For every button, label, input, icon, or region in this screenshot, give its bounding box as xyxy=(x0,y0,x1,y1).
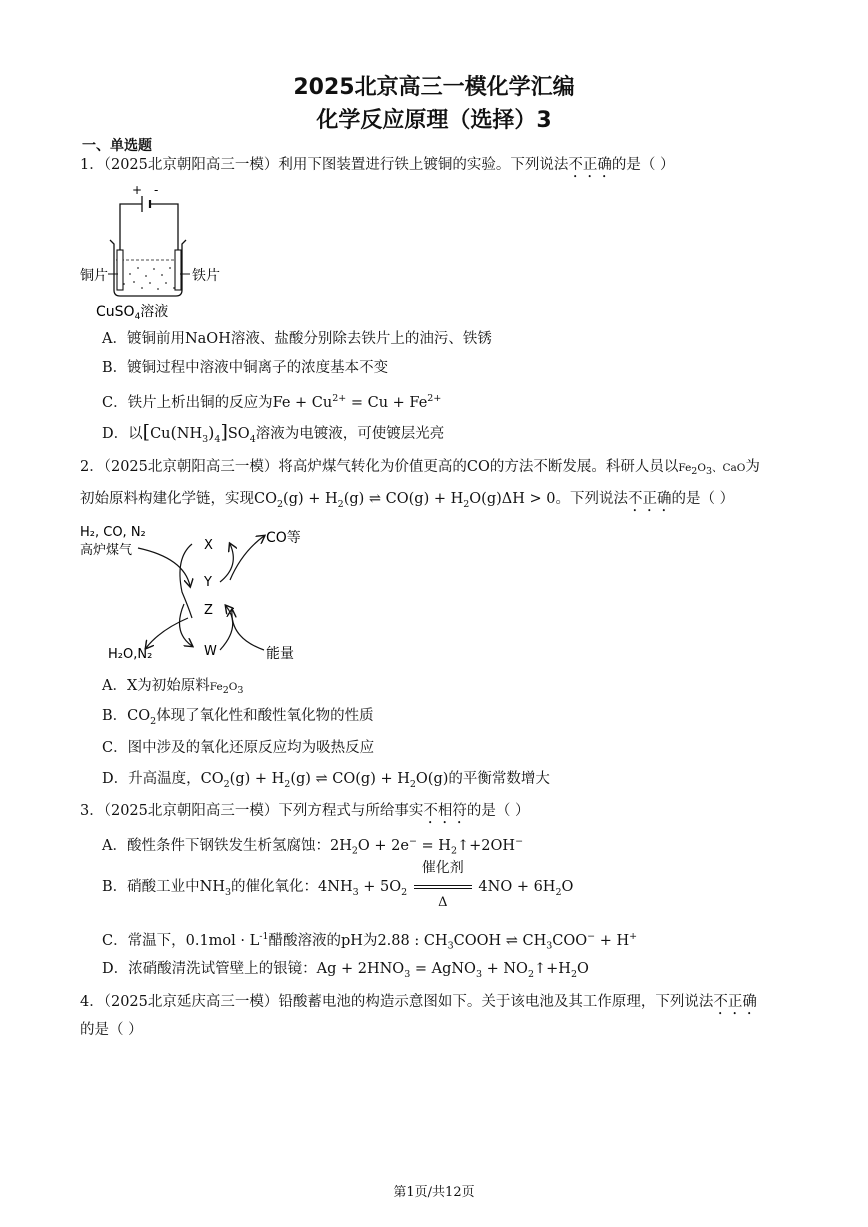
species-y: Y xyxy=(204,575,212,590)
q3-option-a: A．酸性条件下钢铁发生析氢腐蚀：$2H_2O + 2e^-$ = $H_2↑+2OH^-$ xyxy=(102,836,524,857)
heating-condition: Δ xyxy=(438,895,448,910)
question-2-line-2: 初始原料构建化学链，实现$CO_2(g) + H_2(g)$ ⇌ $CO(g) + H_2O(g)\Delta H > 0$。下列说法不正确的是（ ） xyxy=(80,491,735,510)
outlet-gas-label: H₂O,N₂ xyxy=(108,647,153,662)
feed-gas-formula: H₂, CO, N₂ xyxy=(80,525,146,540)
question-3-stem: 3．（2025北京朝阳高三一模）下列方程式与所给事实不相符的是（ ） xyxy=(80,803,530,819)
negative-terminal: - xyxy=(154,183,159,197)
product-label: CO等 xyxy=(266,530,301,546)
electroplating-apparatus-figure xyxy=(78,182,228,322)
q3-option-d: D．浓硝酸清洗试管壁上的银镜：$Ag + 2HNO_3$ = AgNO$_3$ + $NO_2↑+H_2O$ xyxy=(102,961,589,980)
species-x: X xyxy=(204,538,213,553)
page-title: 2025北京高三一模化学汇编 xyxy=(293,75,575,100)
species-w: W xyxy=(204,644,217,659)
catalyst-condition: 催化剂 xyxy=(421,860,464,876)
q2-option-a: A．X为初始原料$Fe_2O_3$ xyxy=(102,678,244,697)
solution-label: CuSO$_4$溶液 xyxy=(96,304,169,322)
q2-option-b: B．$CO_2$体现了氧化性和酸性氧化物的性质 xyxy=(102,708,374,727)
q1-option-b: B．镀铜过程中溶液中铜离子的浓度基本不变 xyxy=(102,360,389,376)
energy-label: 能量 xyxy=(266,646,294,662)
chemical-looping-diagram xyxy=(80,522,320,668)
iron-electrode-label: 铁片 xyxy=(192,268,220,284)
question-4-line-1: 4．（2025北京延庆高三一模）铅酸蓄电池的构造示意图如下。关于该电池及其工作原理，下列说法不正确 xyxy=(80,994,757,1010)
q3-option-c: C．常温下，$0.1mol \cdot L^{-1}$醋酸溶液的pH为2.88 : $CH_3COOH$ ⇌ $CH_3COO^- + H^+$ xyxy=(102,931,638,952)
section-heading: 一、单选题 xyxy=(82,138,152,154)
q1-option-c: C．铁片上析出铜的反应为$Fe + Cu^{2+} = Cu + Fe^{2+}$ xyxy=(102,393,442,411)
question-2-line-1: 2．（2025北京朝阳高三一模）将高炉煤气转化为价值更高的CO的方法不断发展。科研人员以$Fe_2O_3$、CaO为 xyxy=(80,459,760,478)
question-1-stem: 1．（2025北京朝阳高三一模）利用下图装置进行铁上镀铜的实验。下列说法不正确的是（ ） xyxy=(80,157,675,173)
q2-option-c: C．图中涉及的氧化还原反应均为吸热反应 xyxy=(102,740,375,756)
page-subtitle: 化学反应原理（选择）3 xyxy=(316,108,552,133)
species-z: Z xyxy=(204,603,213,618)
q1-option-d: D．以$[Cu(NH_3)_4]SO_4$溶液为电镀液，可使镀层光亮 xyxy=(102,421,445,445)
q1-option-a: A．镀铜前用NaOH溶液、盐酸分别除去铁片上的油污、铁锈 xyxy=(102,331,492,347)
question-4-line-2: 的是（ ） xyxy=(80,1022,143,1038)
page-number: 第1页/共12页 xyxy=(393,1185,475,1200)
feed-gas-label: 高炉煤气 xyxy=(80,543,133,558)
q2-option-d: D．升高温度，$CO_2(g) + H_2(g)$ ⇌ $CO(g) + H_2O(g)$的平衡常数增大 xyxy=(102,771,550,790)
copper-electrode-label: 铜片 xyxy=(80,268,108,284)
positive-terminal: + xyxy=(132,183,143,197)
q3-option-b: B．硝酸工业中$NH_3$的催化氧化：$4NH_3 + 5O_2$ 催化剂 Δ $4NO + 6H_2O$ xyxy=(102,876,573,904)
